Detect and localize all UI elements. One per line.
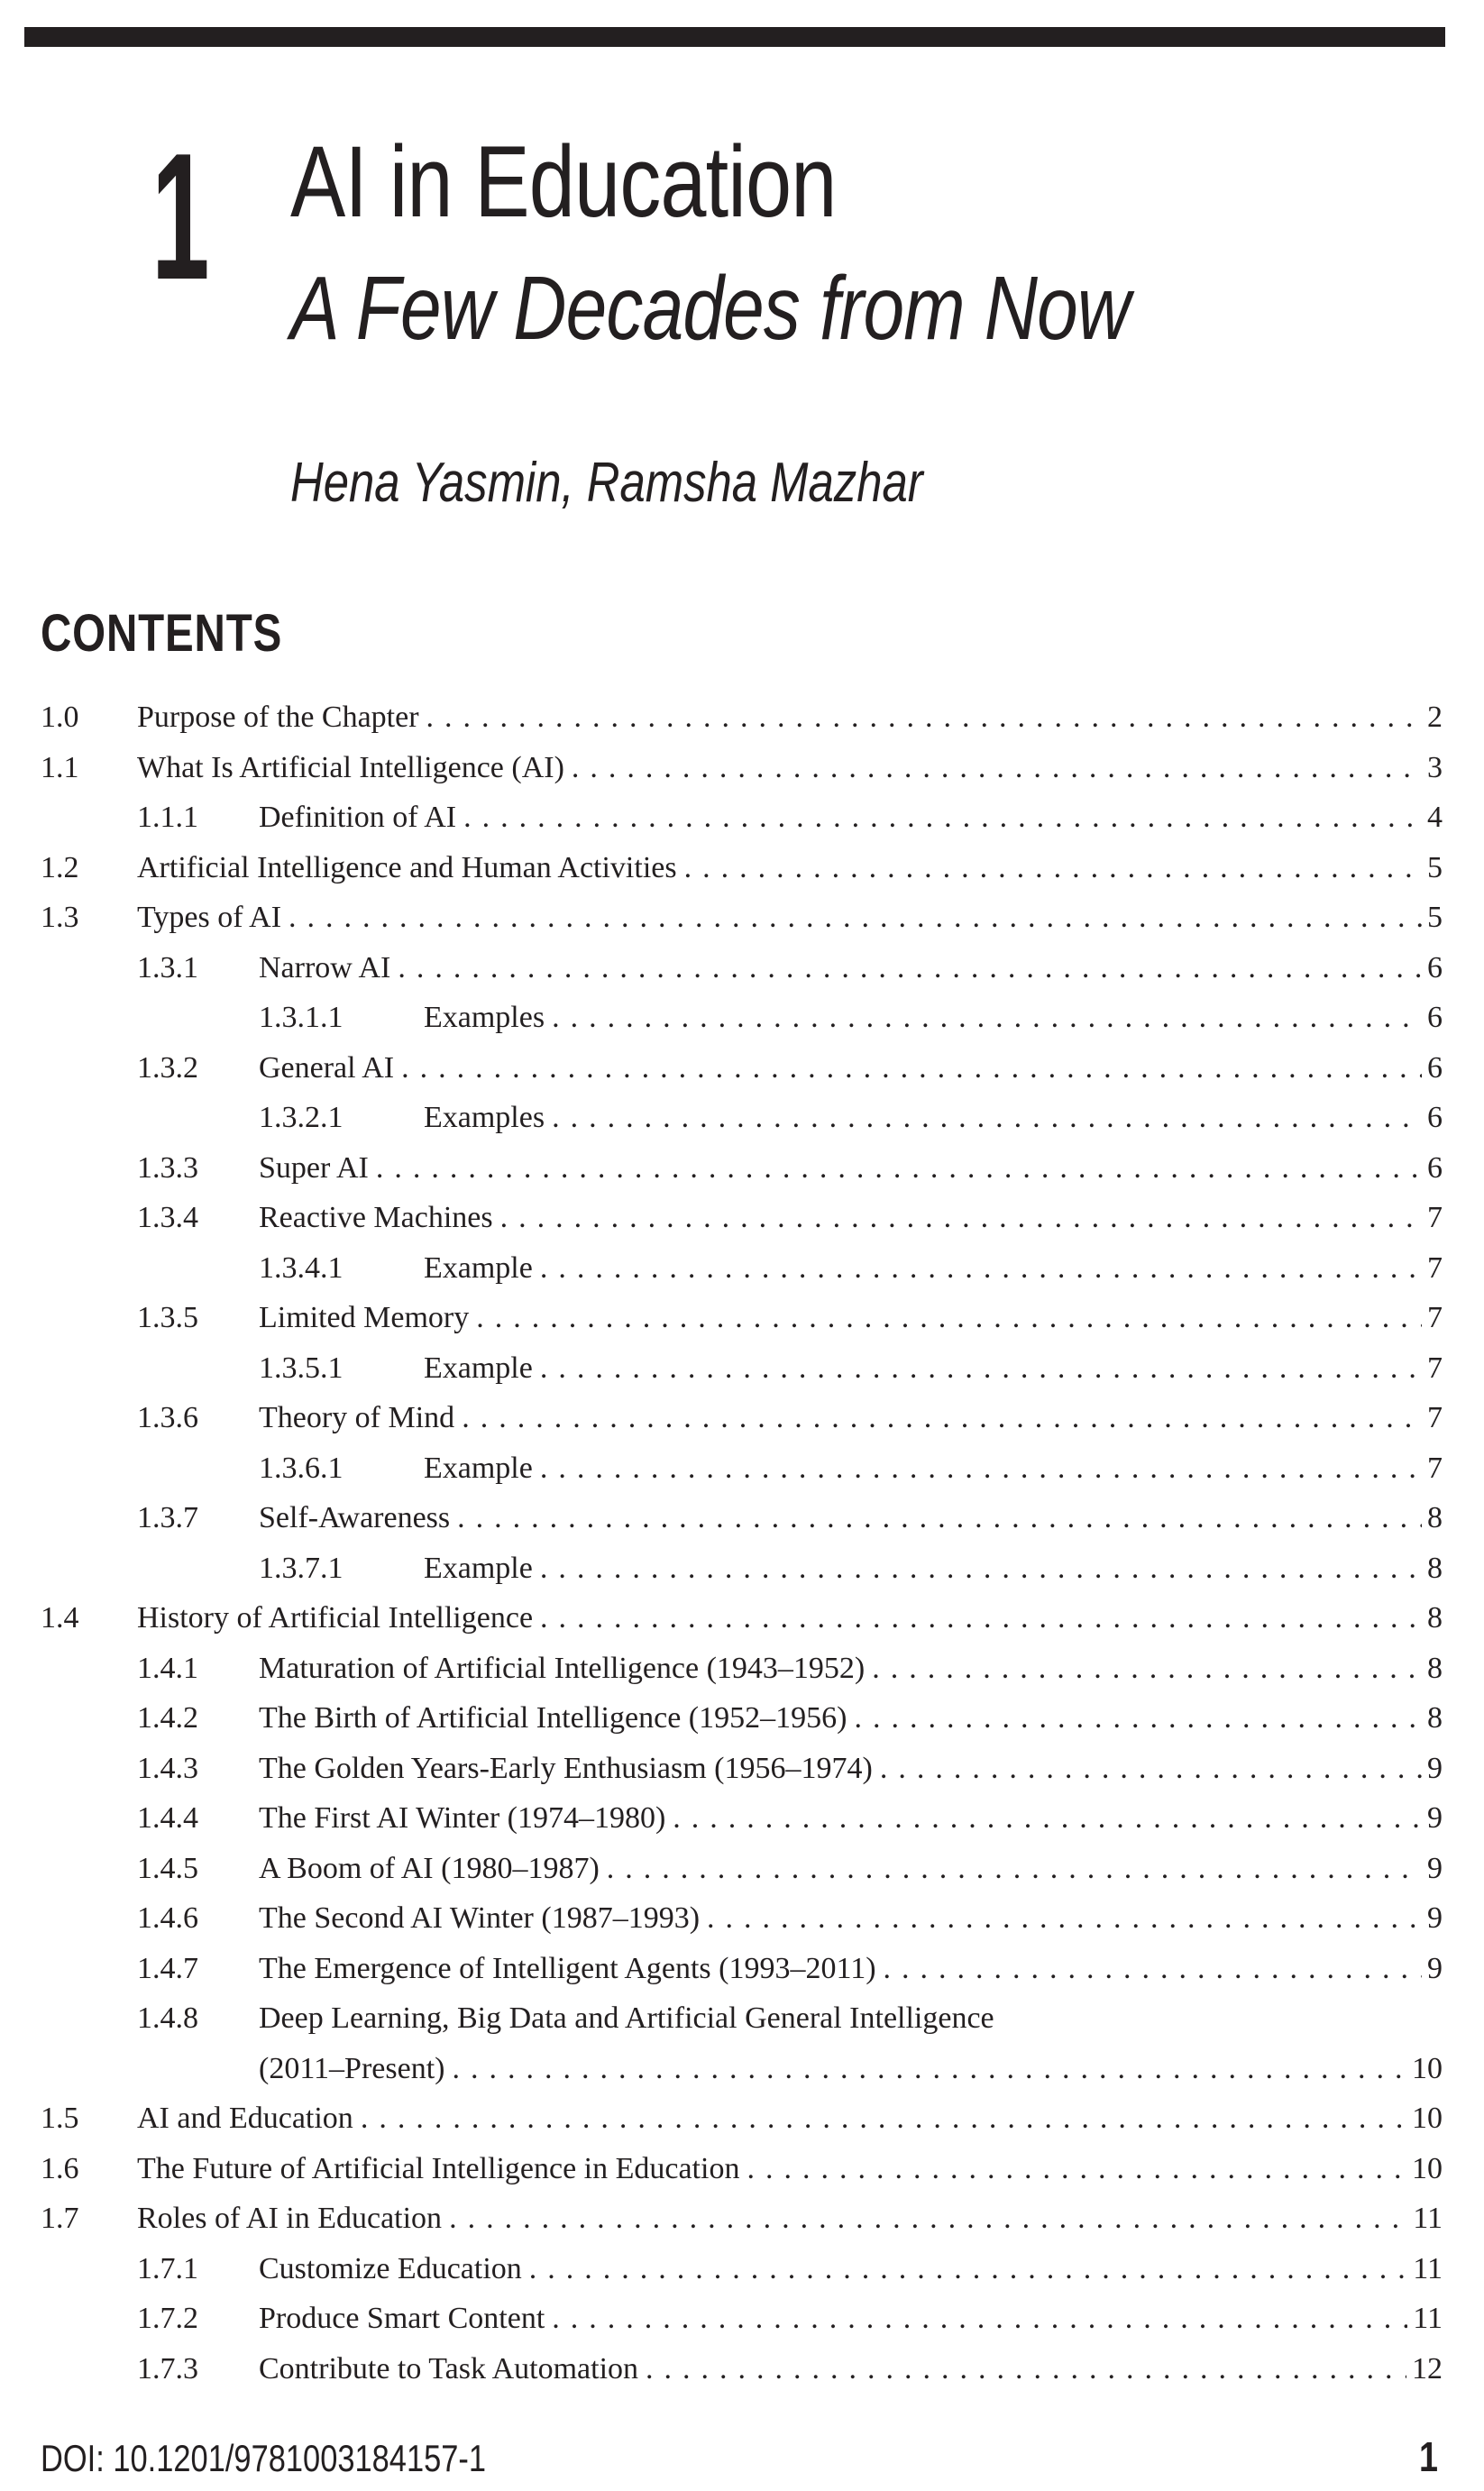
toc-entry-title: Examples xyxy=(424,1001,545,1034)
toc-dot-leader-icon xyxy=(426,692,1422,743)
toc-dot-leader-icon xyxy=(401,1043,1422,1094)
toc-entry-title: Types of AI xyxy=(137,901,282,934)
toc-entry xyxy=(41,1343,1443,1394)
toc-entry-page: 7 xyxy=(1427,1201,1443,1234)
toc-entry xyxy=(41,1893,1443,1944)
toc-entry xyxy=(41,2044,1443,2094)
toc-entry-page: 9 xyxy=(1427,1801,1443,1835)
toc-entry xyxy=(41,1793,1443,1844)
toc-dot-leader-icon xyxy=(854,1693,1422,1744)
toc-entry-title: Purpose of the Chapter xyxy=(137,701,419,734)
toc-entry-number: 1.7.2 xyxy=(137,2302,198,2335)
toc-dot-leader-icon xyxy=(398,943,1422,994)
toc-entry-number: 1.3.4.1 xyxy=(259,1250,344,1285)
toc-dot-leader-icon xyxy=(884,1944,1422,1994)
toc-entry-page: 7 xyxy=(1427,1351,1443,1385)
toc-dot-leader-icon xyxy=(607,1844,1422,1894)
toc-entry xyxy=(41,2093,1443,2144)
toc-entry-number: 1.3.1 xyxy=(137,950,198,984)
toc-entry-page: 9 xyxy=(1427,1751,1443,1785)
toc-entry-number: 1.3.5 xyxy=(137,1301,198,1334)
toc-entry-title: The Second AI Winter (1987–1993) xyxy=(259,1901,701,1935)
toc-entry xyxy=(41,1193,1443,1243)
toc-entry-page: 12 xyxy=(1412,2351,1443,2386)
toc-entry-number: 1.7 xyxy=(41,2202,79,2235)
toc-entry-title: Roles of AI in Education xyxy=(137,2202,443,2235)
toc-entry-page: 2 xyxy=(1427,701,1443,734)
toc-entry-number: 1.3.1.1 xyxy=(259,1001,344,1034)
toc-entry xyxy=(41,2144,1443,2194)
toc-entry-number: 1.6 xyxy=(41,2151,79,2185)
toc-dot-leader-icon xyxy=(463,792,1422,843)
toc-entry-page: 7 xyxy=(1427,1401,1443,1434)
toc-list xyxy=(41,692,1443,2394)
toc-entry-page: 6 xyxy=(1427,1150,1443,1185)
toc-entry xyxy=(41,2193,1443,2244)
toc-entry-number: 1.3.3 xyxy=(137,1150,198,1185)
toc-entry-number: 1.0 xyxy=(41,701,79,734)
toc-dot-leader-icon xyxy=(540,1343,1422,1394)
toc-entry xyxy=(41,792,1443,843)
toc-entry-number: 1.4.2 xyxy=(137,1701,198,1735)
toc-entry-title: What Is Artificial Intelligence (AI) xyxy=(137,750,564,784)
toc-entry-number: 1.3.7.1 xyxy=(259,1551,344,1585)
toc-entry-title: Reactive Machines xyxy=(259,1201,493,1234)
toc-entry-page: 5 xyxy=(1427,901,1443,934)
page-number: 1 xyxy=(1419,2433,1439,2480)
toc-entry-page: 9 xyxy=(1427,1851,1443,1885)
toc-entry xyxy=(41,1593,1443,1644)
toc-dot-leader-icon xyxy=(452,2044,1406,2094)
chapter-title: AI in Education xyxy=(290,125,837,238)
toc-entry-page: 8 xyxy=(1427,1651,1443,1685)
page-footer xyxy=(41,2432,1443,2481)
toc-entry-number: 1.3.6 xyxy=(137,1401,198,1434)
toc-entry-number: 1.3.5.1 xyxy=(259,1351,344,1385)
toc-entry-number: 1.3.2 xyxy=(137,1050,198,1085)
toc-entry-page: 6 xyxy=(1427,1050,1443,1085)
toc-entry xyxy=(41,692,1443,743)
chapter-number: 1 xyxy=(151,116,210,317)
toc-dot-leader-icon xyxy=(880,1744,1422,1794)
toc-dot-leader-icon xyxy=(747,2144,1406,2194)
toc-entry xyxy=(41,1693,1443,1744)
toc-dot-leader-icon xyxy=(449,2193,1407,2244)
toc-entry-page: 11 xyxy=(1413,2302,1443,2335)
toc-entry-number: 1.4.8 xyxy=(137,2001,198,2035)
toc-entry xyxy=(41,1744,1443,1794)
toc-entry-title: Limited Memory xyxy=(259,1301,470,1334)
toc-dot-leader-icon xyxy=(457,1493,1422,1543)
chapter-header xyxy=(290,125,1315,359)
toc-entry-title: Produce Smart Content xyxy=(259,2302,545,2335)
toc-entry-number: 1.3 xyxy=(41,901,79,934)
toc-entry-title: The Emergence of Intelligent Agents (1993–2011) xyxy=(259,1951,876,1985)
toc-dot-leader-icon xyxy=(572,743,1422,793)
toc-entry-title: Contribute to Task Automation xyxy=(259,2351,639,2386)
toc-entry-title: Example xyxy=(424,1551,533,1585)
toc-dot-leader-icon xyxy=(646,2344,1406,2395)
toc-entry-title: Artificial Intelligence and Human Activities xyxy=(137,850,677,884)
toc-dot-leader-icon xyxy=(552,1093,1422,1143)
chapter-header-bar xyxy=(24,27,1445,47)
toc-dot-leader-icon xyxy=(462,1393,1422,1443)
toc-dot-leader-icon xyxy=(361,2093,1406,2144)
toc-entry-title: Deep Learning, Big Data and Artificial General Intelligence xyxy=(259,2001,994,2035)
toc-entry-page: 9 xyxy=(1427,1901,1443,1935)
toc-entry-title: Example xyxy=(424,1351,533,1385)
toc-entry xyxy=(41,2244,1443,2294)
toc-entry-page: 7 xyxy=(1427,1250,1443,1285)
toc-entry-page: 10 xyxy=(1412,2151,1443,2185)
toc-entry-page: 4 xyxy=(1427,801,1443,834)
toc-entry-number: 1.5 xyxy=(41,2102,79,2135)
toc-entry xyxy=(41,1143,1443,1194)
toc-entry-number: 1.3.7 xyxy=(137,1501,198,1534)
toc-entry xyxy=(41,1093,1443,1143)
toc-entry xyxy=(41,943,1443,994)
toc-entry-title: The Future of Artificial Intelligence in Education xyxy=(137,2151,740,2185)
toc-entry-title: The Golden Years-Early Enthusiasm (1956–1974) xyxy=(259,1751,873,1785)
toc-entry-page: 6 xyxy=(1427,950,1443,984)
toc-entry-page: 6 xyxy=(1427,1001,1443,1034)
toc-dot-leader-icon xyxy=(552,993,1422,1043)
toc-entry-title: AI and Education xyxy=(137,2102,353,2135)
toc-dot-leader-icon xyxy=(540,1443,1422,1494)
toc-entry-title: Self-Awareness xyxy=(259,1501,451,1534)
toc-entry-page: 11 xyxy=(1413,2202,1443,2235)
toc-entry-number: 1.7.1 xyxy=(137,2251,198,2285)
toc-dot-leader-icon xyxy=(529,2244,1407,2294)
toc-entry xyxy=(41,1243,1443,1294)
toc-entry xyxy=(41,2344,1443,2395)
toc-entry-number: 1.3.4 xyxy=(137,1201,198,1234)
toc-entry-title: Example xyxy=(424,1250,533,1285)
chapter-subtitle: A Few Decades from Now xyxy=(290,258,1131,359)
toc-entry-number: 1.4.7 xyxy=(137,1951,198,1985)
toc-entry-number: 1.4 xyxy=(41,1601,79,1635)
toc-entry-title: The First AI Winter (1974–1980) xyxy=(259,1801,666,1835)
toc-entry xyxy=(41,1293,1443,1343)
toc-entry-title: Definition of AI xyxy=(259,801,457,834)
toc-entry xyxy=(41,2294,1443,2344)
toc-entry-number: 1.4.3 xyxy=(137,1751,198,1785)
toc-entry-number: 1.3.6.1 xyxy=(259,1451,344,1485)
toc-entry xyxy=(41,1393,1443,1443)
toc-entry-number: 1.7.3 xyxy=(137,2351,198,2386)
toc-entry-title: A Boom of AI (1980–1987) xyxy=(259,1851,600,1885)
toc-dot-leader-icon xyxy=(684,843,1422,893)
toc-entry xyxy=(41,1844,1443,1894)
toc-dot-leader-icon xyxy=(552,2294,1407,2344)
toc-entry xyxy=(41,893,1443,943)
toc-dot-leader-icon xyxy=(540,1243,1422,1294)
toc-entry-number: 1.4.6 xyxy=(137,1901,198,1935)
chapter-authors: Hena Yasmin, Ramsha Mazhar xyxy=(290,452,923,514)
toc-dot-leader-icon xyxy=(673,1793,1422,1844)
toc-entry-number: 1.2 xyxy=(41,850,79,884)
toc-entry-number: 1.3.2.1 xyxy=(259,1101,344,1134)
contents-heading: CONTENTS xyxy=(41,604,283,663)
toc-entry-title: The Birth of Artificial Intelligence (1952–1956) xyxy=(259,1701,847,1735)
toc-entry-number: 1.4.4 xyxy=(137,1801,198,1835)
toc-entry-title: Maturation of Artificial Intelligence (1943–1952) xyxy=(259,1651,866,1685)
toc-entry xyxy=(41,1493,1443,1543)
toc-entry-page: 10 xyxy=(1412,2102,1443,2135)
toc-entry-page: 8 xyxy=(1427,1701,1443,1735)
toc-entry-page: 8 xyxy=(1427,1501,1443,1534)
toc-entry-page: 8 xyxy=(1427,1551,1443,1585)
toc-entry-page: 7 xyxy=(1427,1301,1443,1334)
toc-entry-title: (2011–Present) xyxy=(259,2051,445,2085)
toc-entry-number: 1.4.5 xyxy=(137,1851,198,1885)
toc-entry-title: Customize Education xyxy=(259,2251,522,2285)
toc-entry-page: 3 xyxy=(1427,750,1443,784)
toc-entry xyxy=(41,743,1443,793)
toc-dot-leader-icon xyxy=(376,1143,1422,1194)
toc-entry-title: General AI xyxy=(259,1050,395,1085)
toc-entry-page: 5 xyxy=(1427,850,1443,884)
toc-entry-page: 8 xyxy=(1427,1601,1443,1635)
toc-entry-page: 11 xyxy=(1413,2251,1443,2285)
toc-entry xyxy=(41,1993,1443,2044)
toc-dot-leader-icon xyxy=(476,1293,1422,1343)
toc-entry xyxy=(41,1043,1443,1094)
toc-dot-leader-icon xyxy=(707,1893,1422,1944)
toc-entry-page: 6 xyxy=(1427,1101,1443,1134)
toc-dot-leader-icon xyxy=(500,1193,1422,1243)
toc-entry xyxy=(41,1443,1443,1494)
toc-entry xyxy=(41,843,1443,893)
toc-entry-number: 1.1.1 xyxy=(137,801,198,834)
toc-entry xyxy=(41,993,1443,1043)
toc-entry-page: 7 xyxy=(1427,1451,1443,1485)
toc-entry-title: Theory of Mind xyxy=(259,1401,455,1434)
toc-entry-title: Super AI xyxy=(259,1150,369,1185)
toc-dot-leader-icon xyxy=(540,1543,1422,1594)
toc-entry-title: Examples xyxy=(424,1101,545,1134)
toc-entry-number: 1.4.1 xyxy=(137,1651,198,1685)
toc-entry xyxy=(41,1944,1443,1994)
toc-entry-page: 10 xyxy=(1412,2051,1443,2085)
doi-text: DOI: 10.1201/9781003184157-1 xyxy=(41,2437,487,2479)
toc-dot-leader-icon xyxy=(872,1644,1422,1694)
toc-entry-title: History of Artificial Intelligence xyxy=(137,1601,534,1635)
toc-dot-leader-icon xyxy=(540,1593,1422,1644)
toc-entry-page: 9 xyxy=(1427,1951,1443,1985)
toc-dot-leader-icon xyxy=(289,893,1422,943)
toc-entry xyxy=(41,1644,1443,1694)
toc-entry-number: 1.1 xyxy=(41,750,79,784)
toc-entry xyxy=(41,1543,1443,1594)
toc-entry-title: Example xyxy=(424,1451,533,1485)
toc-entry-title: Narrow AI xyxy=(259,950,391,984)
